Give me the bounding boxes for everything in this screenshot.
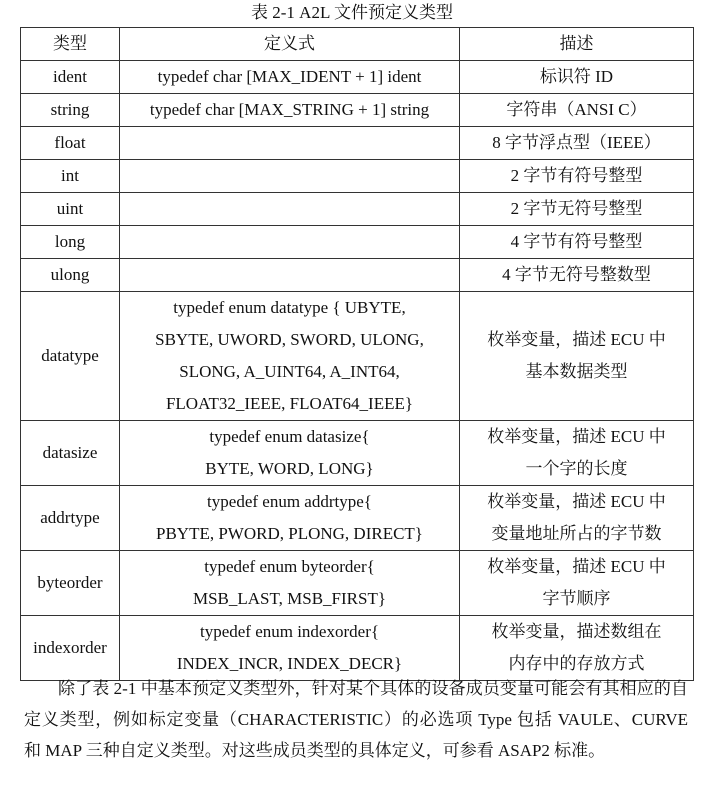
cell-description: 枚举变量，描述 ECU 中 一个字的长度 [460, 421, 694, 486]
cell-description: 4 字节无符号整数型 [460, 259, 694, 292]
cell-definition [120, 127, 460, 160]
cell-definition: typedef enum byteorder{ MSB_LAST, MSB_FIRST} [120, 551, 460, 616]
cell-description: 枚举变量，描述 ECU 中 字节顺序 [460, 551, 694, 616]
table-row [21, 61, 694, 94]
cell-definition [120, 193, 460, 226]
cell-description: 枚举变量，描述 ECU 中 基本数据类型 [460, 292, 694, 421]
cell-type: byteorder [21, 551, 120, 616]
cell-type: ulong [21, 259, 120, 292]
table-row [21, 94, 694, 127]
cell-definition: typedef enum datatype { UBYTE, SBYTE, UWORD, SWORD, ULONG, SLONG, A_UINT64, A_INT64, FLOAT32_IEEE, FLOAT64_IEEE} [120, 292, 460, 421]
cell-description: 8 字节浮点型（IEEE） [460, 127, 694, 160]
header-definition: 定义式 [120, 28, 460, 61]
cell-description: 枚举变量，描述 ECU 中 变量地址所占的字节数 [460, 486, 694, 551]
cell-type: string [21, 94, 120, 127]
table-row [21, 160, 694, 193]
cell-description: 字符串（ANSI C） [460, 94, 694, 127]
table-row [21, 486, 694, 551]
cell-type: datatype [21, 292, 120, 421]
predefined-types-table [20, 27, 694, 681]
body-paragraph [24, 673, 688, 766]
cell-definition: typedef char [MAX_IDENT + 1] ident [120, 61, 460, 94]
table-row [21, 292, 694, 421]
cell-type: datasize [21, 421, 120, 486]
cell-type: float [21, 127, 120, 160]
table-row [21, 193, 694, 226]
cell-type: indexorder [21, 616, 120, 681]
cell-type: addrtype [21, 486, 120, 551]
table-row [21, 127, 694, 160]
header-description: 描述 [460, 28, 694, 61]
cell-definition [120, 226, 460, 259]
cell-definition [120, 160, 460, 193]
table-row [21, 421, 694, 486]
table-caption: 表 2-1 A2L 文件预定义类型 [251, 3, 453, 22]
cell-description: 2 字节无符号整型 [460, 193, 694, 226]
cell-description: 4 字节有符号整型 [460, 226, 694, 259]
cell-definition: typedef enum indexorder{ INDEX_INCR, INDEX_DECR} [120, 616, 460, 681]
table-header-row [21, 28, 694, 61]
cell-definition: typedef enum datasize{ BYTE, WORD, LONG} [120, 421, 460, 486]
cell-type: int [21, 160, 120, 193]
cell-definition: typedef enum addrtype{ PBYTE, PWORD, PLONG, DIRECT} [120, 486, 460, 551]
cell-definition [120, 259, 460, 292]
table-row [21, 616, 694, 681]
cell-type: ident [21, 61, 120, 94]
cell-type: long [21, 226, 120, 259]
cell-description: 枚举变量，描述数组在 内存中的存放方式 [460, 616, 694, 681]
cell-definition: typedef char [MAX_STRING + 1] string [120, 94, 460, 127]
cell-description: 2 字节有符号整型 [460, 160, 694, 193]
header-type: 类型 [21, 28, 120, 61]
cell-type: uint [21, 193, 120, 226]
table-row [21, 551, 694, 616]
table-row [21, 226, 694, 259]
cell-description: 标识符 ID [460, 61, 694, 94]
table-row [21, 259, 694, 292]
paragraph-text: 除了表 2-1 中基本预定义类型外，针对某个具体的设备成员变量可能会有其相应的自定义类型，例如标定变量（CHARACTERISTIC）的必选项 Type 包括 VAULE、CURVE 和 MAP 三种自定义类型。对这些成员类型的具体定义，可参看 ASAP2 标准。 [24, 679, 688, 760]
